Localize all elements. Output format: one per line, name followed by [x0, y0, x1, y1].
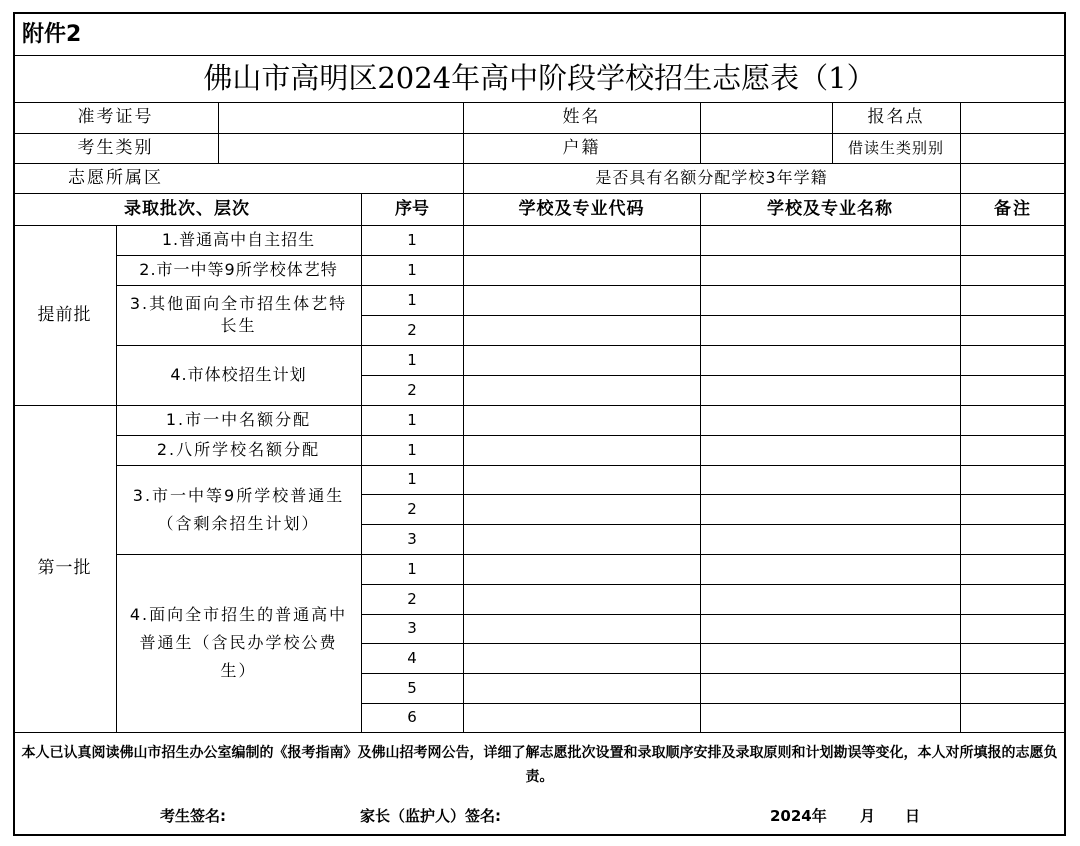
household-field[interactable]: [700, 133, 832, 163]
remark-header: 备注: [994, 198, 1032, 219]
first-batch-label: 第一批: [37, 558, 92, 579]
level-label: 1.市一中名额分配: [165, 410, 312, 430]
day-label: 日: [905, 806, 921, 825]
seq-number: 2: [407, 499, 417, 518]
borrow-type-label: 借读生类别别: [847, 138, 944, 157]
student-signature-label: 考生签名:: [160, 806, 226, 825]
registration-point-field[interactable]: [960, 102, 1066, 133]
seq-number: 1: [407, 470, 417, 489]
declaration-text: 本人已认真阅读佛山市招生办公室编制的《报考指南》及佛山招考网公告，详细了解志愿批次设置和录取顺序安排及录取原则和计划勘误等变化，本人对所填报的志愿负责。: [21, 744, 1058, 785]
seq-header: 序号: [395, 198, 429, 219]
seq-number: 2: [407, 380, 417, 399]
quota-question-label: 是否具有名额分配学校3年学籍: [595, 168, 828, 188]
household-label: 户籍: [562, 137, 601, 158]
exam-number-label: 准考证号: [77, 107, 154, 128]
school-header: 学校及专业名称: [767, 198, 893, 219]
seq-number: 1: [407, 559, 417, 578]
seq-number: 3: [407, 529, 417, 548]
category-field[interactable]: [218, 133, 463, 163]
year-label: 2024年: [770, 806, 827, 825]
seq-number: 3: [407, 619, 417, 638]
zone-label: 志愿所属区: [68, 167, 163, 188]
name-field[interactable]: [700, 102, 832, 133]
level-label: 3.其他面向全市招生体艺特长生: [129, 294, 348, 335]
seq-number: 1: [407, 440, 417, 459]
seq-number: 6: [407, 708, 417, 727]
level-label: 4.市体校招生计划: [170, 365, 307, 385]
seq-number: 5: [407, 678, 417, 697]
seq-number: 2: [407, 589, 417, 608]
batch-header: 录取批次、层次: [124, 198, 250, 219]
seq-number: 1: [407, 260, 417, 279]
seq-number: 4: [407, 648, 417, 667]
code-header: 学校及专业代码: [518, 198, 645, 219]
parent-signature-label: 家长（监护人）签名:: [360, 806, 501, 825]
form-title: 佛山市高明区2024年高中阶段学校招生志愿表（1）: [203, 60, 876, 95]
early-batch-label: 提前批: [37, 304, 92, 325]
name-label: 姓名: [562, 107, 601, 128]
seq-number: 1: [407, 410, 417, 429]
level-label: 2.八所学校名额分配: [156, 440, 321, 460]
attachment-label: 附件2: [22, 21, 82, 47]
rule-line: [13, 732, 1066, 733]
month-label: 月: [860, 806, 876, 825]
level-label: 4.面向全市招生的普通高中普通生（含民办学校公费生）: [129, 605, 348, 680]
category-label: 考生类别: [77, 137, 154, 158]
borrow-type-field[interactable]: [960, 133, 1066, 163]
quota-question-field[interactable]: [960, 163, 1066, 193]
rule-line: [463, 193, 464, 732]
rule-line: [700, 193, 701, 732]
exam-number-field[interactable]: [218, 102, 463, 133]
seq-number: 1: [407, 230, 417, 249]
seq-number: 1: [407, 350, 417, 369]
rule-line: [960, 193, 961, 732]
level-label: 3.市一中等9所学校普通生（含剩余招生计划）: [132, 486, 345, 533]
level-label: 2.市一中等9所学校体艺特: [139, 260, 338, 280]
seq-number: 1: [407, 290, 417, 309]
registration-point-label: 报名点: [867, 107, 925, 128]
seq-number: 2: [407, 320, 417, 339]
zone-field[interactable]: [218, 163, 463, 193]
level-label: 1.普通高中自主招生: [161, 230, 316, 250]
